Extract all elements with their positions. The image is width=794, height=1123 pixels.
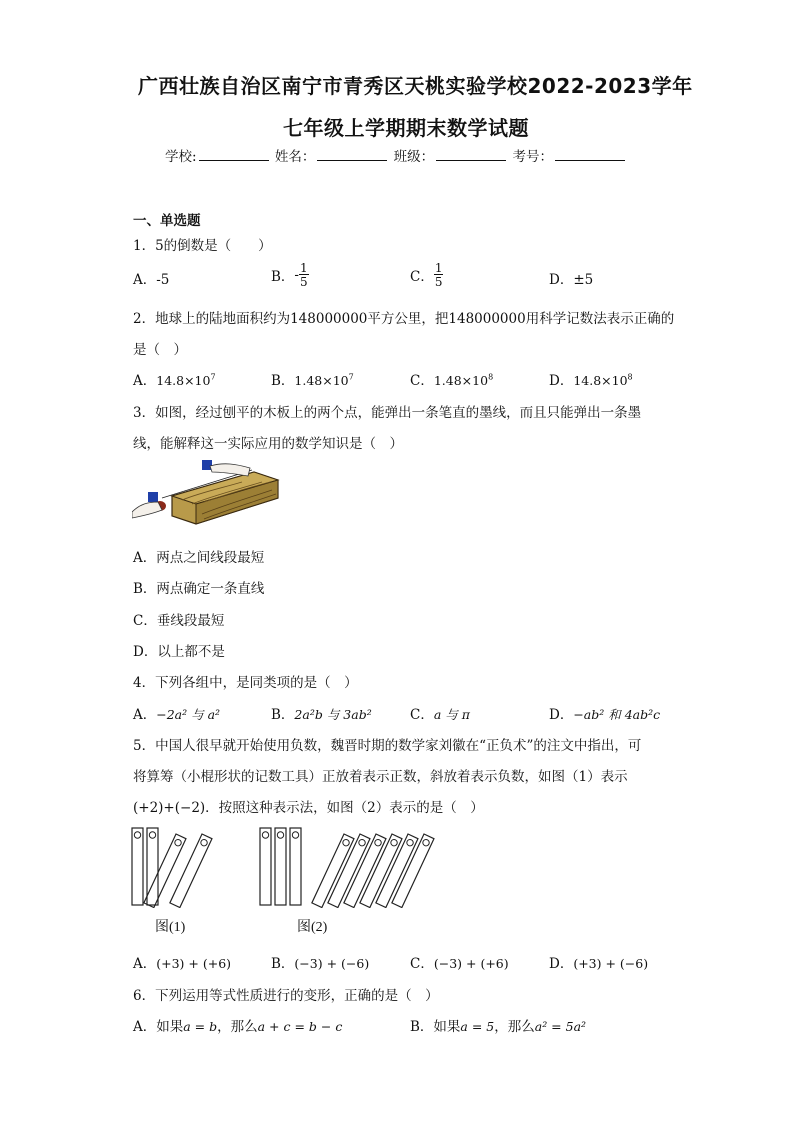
q1-option-d[interactable]: D．±5 [549, 272, 594, 288]
q1-stem: 1．5的倒数是（ ） [133, 238, 272, 254]
q3-option-c[interactable]: C．垂线段最短 [133, 613, 225, 629]
q1-option-a[interactable]: A．-5 [133, 272, 170, 288]
q3-stem-line1: 3．如图，经过刨平的木板上的两个点，能弹出一条笔直的墨线，而且只能弹出一条墨 [133, 405, 642, 421]
q5-option-a[interactable]: A．(+3) + (+6) [133, 956, 232, 972]
exam-no-label: 考号： [512, 149, 553, 165]
school-blank[interactable] [199, 148, 269, 161]
q1-option-b[interactable]: B．- $\frac{1}{5}$ [271, 261, 308, 289]
q2-option-b[interactable]: B．$1.48\times 10^7$ [271, 372, 354, 389]
q3-option-b[interactable]: B．两点确定一条直线 [133, 581, 265, 597]
q3-option-d[interactable]: D．以上都不是 [133, 644, 225, 660]
q1-c-fraction: $\frac{1}{5}$ [434, 261, 443, 289]
counting-rods-figure-2 [256, 826, 446, 908]
q3-stem-line2: 线，能解释这一实际应用的数学知识是（ ） [133, 436, 403, 452]
title-line-1: 广西壮族自治区南宁市青秀区天桃实验学校2022-2023学年 [138, 74, 693, 98]
figure-2-label: 图(2) [297, 920, 328, 935]
q6-option-a[interactable]: A．如果a = b，那么a + c = b − c [133, 1019, 343, 1035]
section-heading: 一、单选题 [133, 213, 201, 229]
plank-chalk-line-figure [132, 458, 282, 530]
counting-rods-figure-1 [128, 826, 238, 908]
q5-option-b[interactable]: B．(−3) + (−6) [271, 956, 370, 972]
title-line-2: 七年级上学期期末数学试题 [283, 116, 529, 140]
q6-option-b[interactable]: B．如果a = 5，那么a² = 5a² [410, 1019, 587, 1035]
q5-stem-line1: 5．中国人很早就开始使用负数，魏晋时期的数学家刘徽在“正负术”的注文中指出，可 [133, 738, 642, 754]
q5-option-d[interactable]: D．(+3) + (−6) [549, 956, 649, 972]
q2-option-a[interactable]: A．$14.8\times 10^7$ [133, 372, 216, 389]
q6-stem: 6．下列运用等式性质进行的变形，正确的是（ ） [133, 988, 439, 1004]
q1-b-fraction: $\frac{1}{5}$ [299, 261, 308, 289]
q5-stem-line3: (+2)+(−2)．按照这种表示法，如图（2）表示的是（ ） [133, 800, 484, 816]
q2-option-c[interactable]: C．$1.48\times 10^8$ [410, 372, 494, 389]
q1-option-c[interactable]: C． $\frac{1}{5}$ [410, 261, 443, 289]
q5-stem-line2: 将算筹（小棍形状的记数工具）正放着表示正数，斜放着表示负数，如图（1）表示 [133, 769, 628, 785]
name-label: 姓名： [274, 149, 316, 165]
q4-option-c[interactable]: C．a 与 π [410, 707, 470, 723]
q5-option-c[interactable]: C．(−3) + (+6) [410, 956, 509, 972]
figure-1-label: 图(1) [155, 920, 186, 935]
q2-option-d[interactable]: D．$14.8\times 10^8$ [549, 372, 633, 389]
q2-stem-line1: 2．地球上的陆地面积约为148000000平方公里，把148000000用科学记数法表示正确的 [133, 311, 675, 327]
q4-stem: 4．下列各组中，是同类项的是（ ） [133, 675, 358, 691]
q4-option-b[interactable]: B．2a²b 与 3ab² [271, 707, 372, 723]
q4-option-d[interactable]: D．−ab² 和 4ab²c [549, 707, 661, 723]
info-fields [165, 145, 627, 165]
q3-option-a[interactable]: A．两点之间线段最短 [133, 550, 265, 566]
class-label: 班级： [393, 149, 435, 165]
school-label: 学校: [165, 149, 197, 165]
name-blank[interactable] [317, 148, 387, 161]
q2-stem-line2: 是（ ） [133, 342, 187, 358]
class-blank[interactable] [436, 148, 506, 161]
q4-option-a[interactable]: A．−2a² 与 a² [133, 707, 221, 723]
exam-no-blank[interactable] [555, 148, 625, 161]
